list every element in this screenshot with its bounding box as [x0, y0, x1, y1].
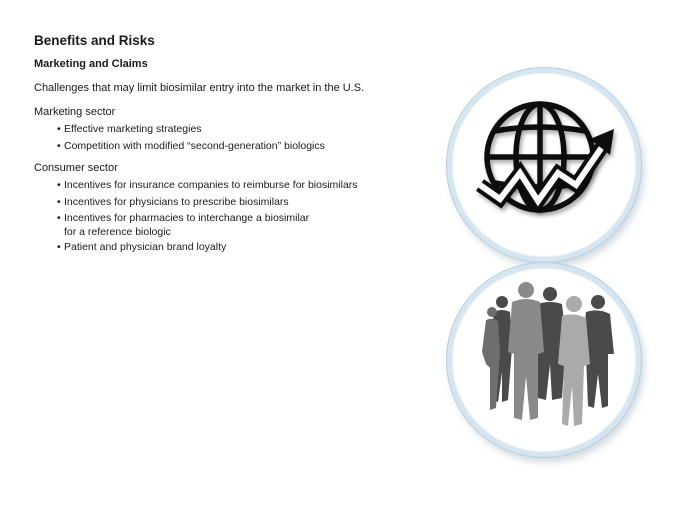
intro-text: Challenges that may limit biosimilar entry into the market in the U.S. — [34, 82, 365, 94]
list-item-text: Incentives for physicians to prescribe biosimilars — [64, 195, 289, 208]
list-item-text: Effective marketing strategies — [64, 123, 202, 135]
list-item-text: Incentives for insurance companies to reimburse for biosimilars — [64, 179, 358, 191]
list-item: • Incentives for insurance companies to reimburse for biosimilars — [57, 179, 358, 191]
list-item: • Effective marketing strategies — [57, 123, 202, 135]
list-item: • Incentives for pharmacies to interchange a biosimilar for a reference biologic — [57, 210, 358, 239]
list-item-text: Incentives for pharmacies to interchange a biosimilar — [64, 212, 310, 224]
consumer-heading: Consumer sector — [34, 162, 118, 174]
globe-with-rising-arrow-icon — [452, 73, 636, 257]
consumer-list — [34, 177, 358, 255]
people-circle — [447, 263, 641, 457]
list-item-text: Patient and physician brand loyalty — [64, 240, 227, 253]
group-of-people-icon — [452, 268, 636, 452]
marketing-heading: Marketing sector — [34, 106, 116, 118]
list-item: • Incentives for physicians to prescribe biosimilars — [57, 195, 289, 208]
list-item: • Patient and physician brand loyalty — [57, 240, 227, 253]
marketing-section — [34, 106, 325, 154]
list-item: • Competition with modified “second-generation” biologics — [57, 139, 325, 152]
marketing-list — [34, 121, 325, 154]
list-item-text: Competition with modified “second-generation” biologics — [64, 139, 325, 152]
globe-circle — [447, 68, 641, 262]
list-item-continuation: for a reference biologic — [64, 225, 171, 238]
slide-title: Benefits and Risks — [34, 33, 155, 48]
consumer-section — [34, 162, 358, 255]
slide-subtitle: Marketing and Claims — [34, 58, 148, 70]
